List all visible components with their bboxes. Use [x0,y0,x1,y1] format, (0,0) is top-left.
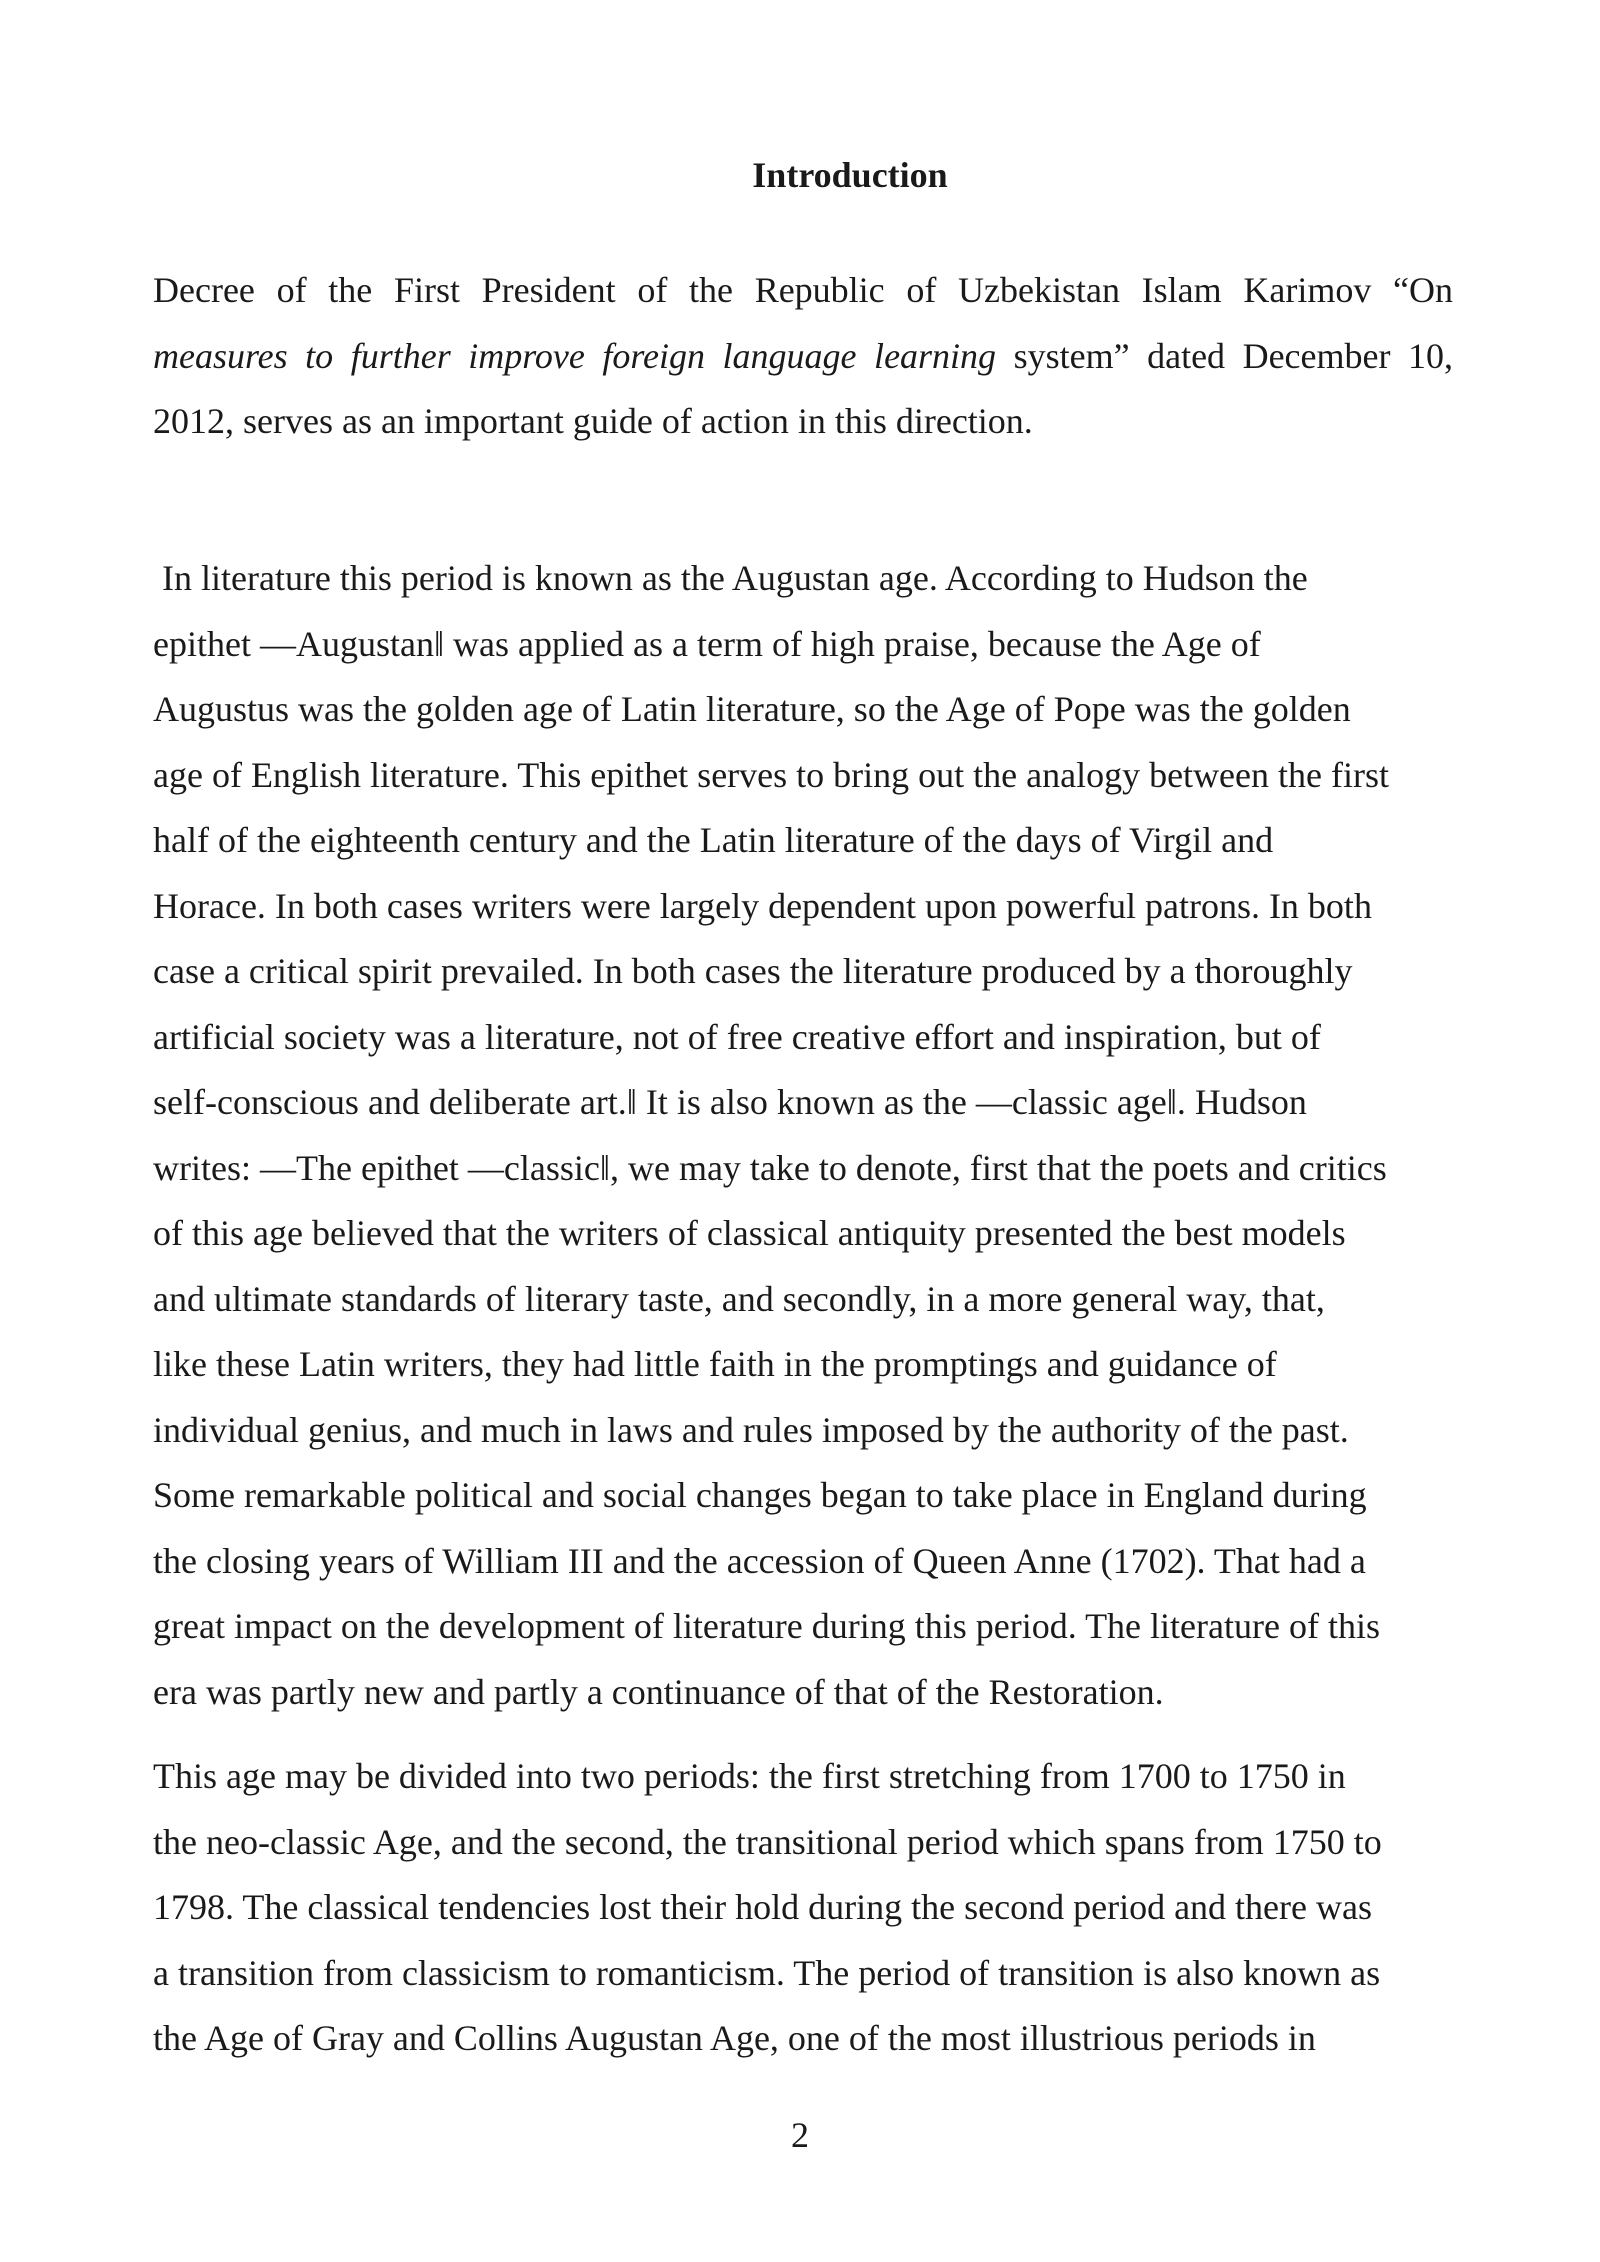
paragraph-line: of this age believed that the writers of classical antiquity presented the best models [153,1213,1346,1253]
paragraph-line: age of English literature. This epithet serves to bring out the analogy between the first [153,754,1389,795]
paragraph-line: self-conscious and deliberate art.‖ It is also known as the ―classic age‖. Hudson [153,1082,1307,1122]
paragraph-line: writes: ―The epithet ―classic‖, we may take to denote, first that the poets and critics [153,1147,1387,1188]
paragraph-line: Some remarkable political and social changes began to take place in England during [153,1475,1367,1515]
paragraph-line: Decree of the First President of the Republic of Uzbekistan Islam Karimov “On [153,270,1453,310]
paragraph-line: artificial society was a literature, not of free creative effort and inspiration, but of [153,1016,1321,1057]
paragraph-decree [153,258,1453,455]
paragraph-line: Augustus was the golden age of Latin literature, so the Age of Pope was the golden [153,689,1351,729]
paragraph-line: individual genius, and much in laws and rules imposed by the authority of the past. [153,1409,1349,1450]
paragraph-line: 2012, serves as an important guide of action in this direction. [153,401,1033,441]
paragraph-line [153,324,1453,390]
paragraph-line: Horace. In both cases writers were largely dependent upon powerful patrons. In both [153,885,1372,926]
paragraph-line: 1798. The classical tendencies lost their hold during the second period and there was [153,1887,1372,1927]
paragraph-line: a transition from classicism to romanticism. The period of transition is also known as [153,1952,1381,1993]
paragraph-line: case a critical spirit prevailed. In both cases the literature produced by a thoroughly [153,951,1353,991]
paragraph-line: and ultimate standards of literary taste, and secondly, in a more general way, that, [153,1278,1325,1319]
paragraph-line: great impact on the development of literature during this period. The literature of this [153,1606,1380,1646]
paragraph-augustan-age [153,546,1453,1725]
paragraph-line: This age may be divided into two periods: the first stretching from 1700 to 1750 in [153,1756,1346,1796]
decree-title-italic: measures to further improve foreign language learning [153,335,997,376]
paragraph-periods [153,1744,1453,2072]
paragraph-line: In literature this period is known as the Augustan age. According to Hudson the [153,558,1308,598]
paragraph-line: epithet ―Augustan‖ was applied as a term of high praise, because the Age of [153,623,1261,664]
decree-text: system” dated December 10, [996,335,1453,376]
paragraph-line: the closing years of William III and the accession of Queen Anne (1702). That had a [153,1540,1366,1581]
paragraph-line: the Age of Gray and Collins Augustan Age, one of the most illustrious periods in [153,2018,1316,2058]
paragraph-line: era was partly new and partly a continuance of that of the Restoration. [153,1671,1164,1712]
paragraph-line: half of the eighteenth century and the Latin literature of the days of Virgil and [153,820,1274,860]
paragraph-line: the neo-classic Age, and the second, the transitional period which spans from 1750 to [153,1821,1382,1862]
page-number: 2 [791,2115,809,2155]
page-title: Introduction [752,155,948,195]
paragraph-line: like these Latin writers, they had little faith in the promptings and guidance of [153,1344,1277,1384]
